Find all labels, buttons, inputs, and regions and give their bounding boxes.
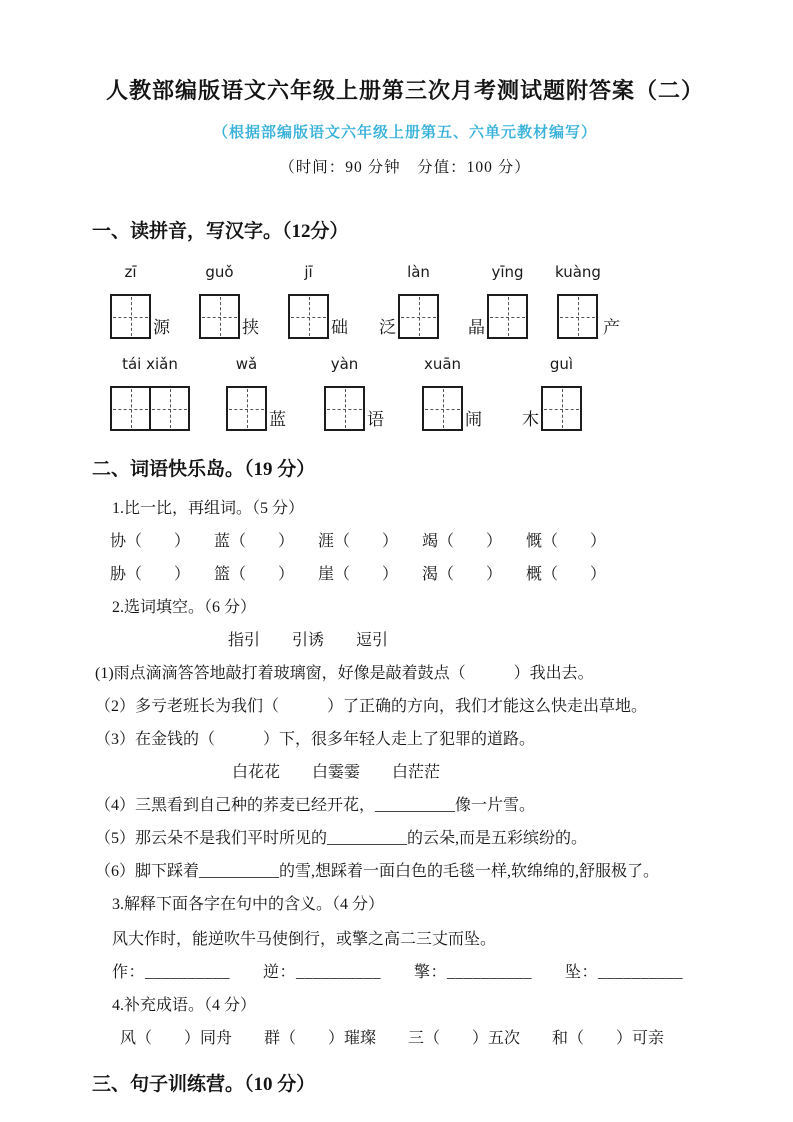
page-subtitle: （根据部编版语文六年级上册第五、六单元教材编写）: [212, 125, 597, 141]
hanzi-writing-box: [288, 294, 329, 339]
hanzi-writing-box: [199, 294, 240, 339]
pinyin-box-group: [110, 355, 190, 431]
pinyin-box-group: [466, 263, 528, 339]
hanzi-writing-box: [110, 386, 151, 431]
hanzi-writing-box: [487, 294, 528, 339]
pre-char: 木: [522, 410, 539, 429]
q3-label: 3.解释下面各字在句中的含义。（4 分）: [112, 896, 385, 913]
q3-sentence: 风大作时，能逆吹牛马使倒行，或擎之高二三丈而坠。: [112, 931, 497, 948]
time-score-line: （时间：90 分钟 分值：100 分）: [279, 159, 531, 176]
pinyin-box-group: [199, 263, 261, 339]
pinyin-box-row-2: [110, 355, 738, 431]
q2-label: 2.选词填空。（6 分）: [112, 599, 257, 616]
hanzi-writing-box: [398, 294, 439, 339]
hanzi-writing-box: [422, 386, 463, 431]
q2-item-5: （5）那云朵不是我们平时所见的__________的云朵,而是五彩缤纷的。: [95, 830, 588, 847]
post-char: 蓝: [269, 410, 286, 429]
hanzi-writing-box: [324, 386, 365, 431]
post-char: 语: [367, 410, 384, 429]
post-char: 产: [602, 318, 620, 337]
q1-label: 1.比一比，再组词。（5 分）: [112, 500, 305, 517]
pinyin-box-group: [226, 355, 288, 431]
hanzi-writing-box: [541, 386, 582, 431]
pinyin-box-group: [520, 355, 582, 431]
hanzi-writing-box: [110, 294, 151, 339]
post-char: 挟: [242, 318, 259, 337]
pinyin-box-group: [324, 355, 386, 431]
hanzi-writing-box: [226, 386, 267, 431]
pinyin-label: xuān: [423, 355, 462, 373]
pinyin-label: guǒ: [205, 263, 234, 281]
q2-item-3: （3）在金钱的（ ）下，很多年轻人走上了犯罪的道路。: [95, 731, 536, 748]
post-char: 闹: [465, 410, 482, 429]
pinyin-label: yàn: [330, 355, 359, 373]
section1-heading: 一、读拼音，写汉字。（12分）: [92, 221, 349, 242]
pinyin-label: yīng: [491, 263, 524, 281]
pinyin-label: wǎ: [235, 355, 258, 373]
pinyin-label: tái xiǎn: [122, 355, 178, 373]
section3-heading: 三、句子训练营。（10 分）: [92, 1074, 316, 1095]
page-title: 人教部编版语文六年级上册第三次月考测试题附答案（二）: [105, 78, 704, 103]
section2-heading: 二、词语快乐岛。（19 分）: [92, 459, 316, 480]
pinyin-label: jī: [304, 263, 313, 281]
q2-item-2: （2）多亏老班长为我们（ ）了正确的方向，我们才能这么快走出草地。: [95, 698, 648, 715]
q2-word-options-2: 白花花 白霎霎 白茫茫: [232, 764, 441, 781]
q4-idiom-row: 风（ ）同舟 群（ ）璀璨 三（ ）五次 和（ ）可亲: [120, 1030, 665, 1047]
q2-item-1: (1)雨点滴滴答答地敲打着玻璃窗，好像是敲着鼓点（ ）我出去。: [95, 665, 594, 682]
pinyin-label: làn: [407, 263, 430, 281]
q1-compare-row-1: 协（ ） 蓝（ ） 涯（ ） 竭（ ） 慨（ ）: [110, 533, 607, 550]
q2-item-6: （6）脚下踩着__________的雪,想踩着一面白色的毛毯一样,软绵绵的,舒服极了。: [95, 863, 660, 880]
hanzi-writing-box: [149, 386, 190, 431]
pinyin-box-group: [110, 263, 172, 339]
q1-compare-row-2: 胁（ ） 篮（ ） 崖（ ） 渴（ ） 概（ ）: [110, 566, 607, 583]
q3-blanks: 作：__________ 逆：__________ 擎：__________ 坠：__________: [112, 964, 684, 981]
post-char: 源: [153, 318, 170, 337]
pinyin-box-group: [288, 263, 350, 339]
pinyin-box-group: [377, 263, 439, 339]
post-char: 础: [331, 318, 348, 337]
pinyin-label: guì: [549, 355, 574, 373]
q4-label: 4.补充成语。（4 分）: [112, 997, 257, 1014]
pinyin-box-row-1: [110, 263, 738, 339]
pinyin-box-group: [422, 355, 484, 431]
pinyin-box-group: [555, 263, 622, 339]
pre-char: 泛: [379, 318, 396, 337]
q2-item-4: （4）三黑看到自己种的荞麦已经开花，__________像一片雪。: [95, 797, 536, 814]
hanzi-writing-box: [557, 294, 598, 339]
pinyin-label: zī: [124, 263, 137, 281]
q2-word-options: 指引 引诱 逗引: [228, 632, 389, 649]
pre-char: 晶: [468, 318, 485, 337]
pinyin-label: kuàng: [555, 263, 601, 281]
